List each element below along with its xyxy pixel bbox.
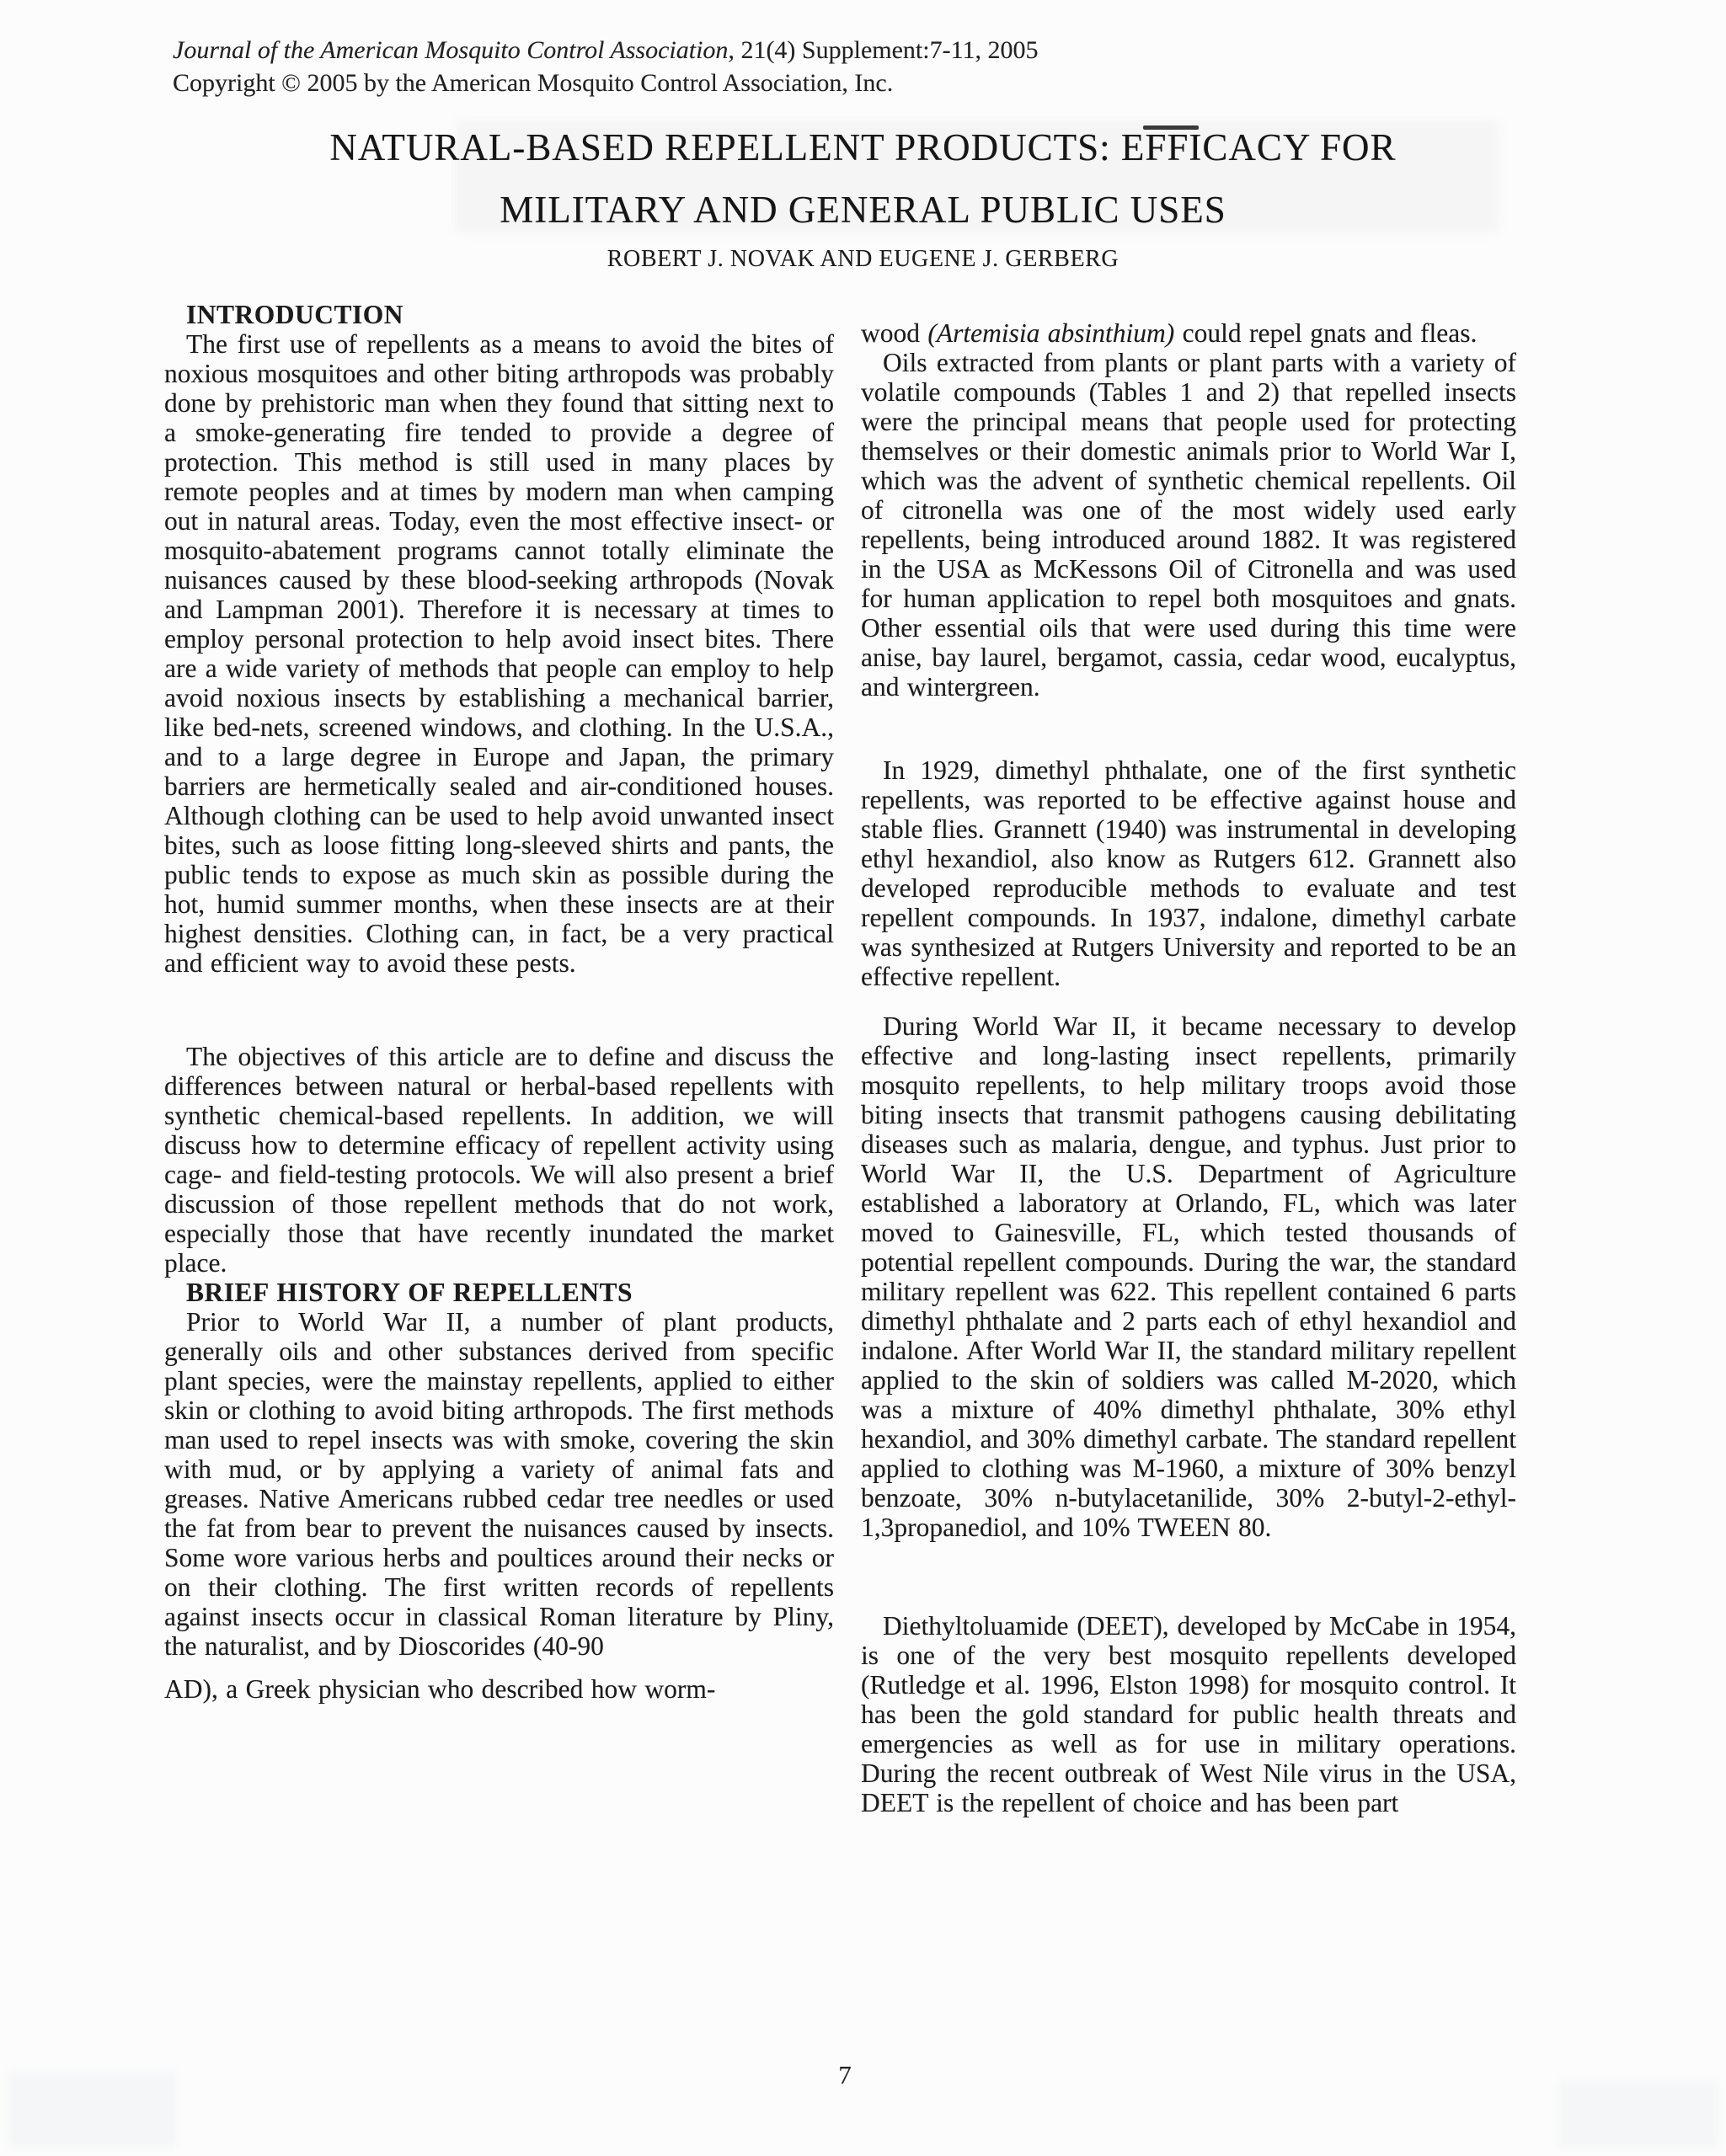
paragraph-wwii: During World War II, it became necessary to develop effective and long-lasting insect repellents, primarily mosquito repellents, to help military troops avoid those biting insects that transmit pathogens causing debilitating diseases such as malaria, dengue, and typhus. Just prior to World War II, the U.S. Department of Agriculture established a laboratory at Orlando, FL, which was later moved to Gainesville, FL, which tested thousands of potential repellent compounds. During the war, the standard military repellent was 622. This repellent contained 6 parts dimethyl phthalate and 2 parts each of ethyl hexandiol and indalone. After World War II, the standard military repellent applied to the skin of soldiers was called M-2020, which was a mixture of 40% dimethyl phthalate, 30% ethyl hexandiol, and 30% dimethyl carbate. The standard repellent applied to clothing was M-1960, a mixture of 30% benzyl benzoate, 30% n-butylacetanilide, 30% 2-butyl-2-ethyl-1,3propanediol, and 10% TWEEN 80.	[861, 1011, 1516, 1542]
paragraph-intro-1: The first use of repellents as a means to avoid the bites of noxious mosquitoes and other biting arthropods was probably done by prehistoric man when they found that sitting next to a smoke-generating fire tended to provide a degree of protection. This method is still used in many places by remote peoples and at times by modern man when camping out in natural areas. Today, even the most effective insect- or mosquito-abatement programs cannot totally eliminate the nuisances caused by these blood-seeking arthropods (Novak and Lampman 2001). Therefore it is necessary at times to employ personal protection to help avoid insect bites. There are a wide variety of methods that people can employ to help avoid noxious insects by establishing a mechanical barrier, like bed-nets, screened windows, and clothing. In the U.S.A., and to a large degree in Europe and Japan, the primary barriers are hermetically sealed and air-conditioned houses. Although clothing can be used to help avoid unwanted insect bites, such as loose fitting long-sleeved shirts and pants, the public tends to expose as much skin as possible during the hot, humid summer months, when these insects are at their highest densities. Clothing can, in fact, be a very practical and efficient way to avoid these pests.	[164, 329, 834, 978]
journal-name: Journal of the American Mosquito Control Association,	[173, 36, 735, 64]
wormwood-rest: could repel gnats and fleas.	[1174, 318, 1478, 348]
paragraph-wormwood	[861, 318, 1516, 348]
paragraph-1929: In 1929, dimethyl phthalate, one of the first synthetic repellents, was reported to be effective against house and stable flies. Grannett (1940) was instrumental in developing ethyl hexandiol, also know as Rutgers 612. Grannett also developed reproducible methods to evaluate and test repellent compounds. In 1937, indalone, dimethyl carbate was synthesized at Rutgers University and reported to be an effective repellent.	[861, 755, 1516, 991]
paragraph-deet: Diethyltoluamide (DEET), developed by McCabe in 1954, is one of the very best mosquito repellents developed (Rutledge et al. 1996, Elston 1998) for mosquito control. It has been the gold standard for public health threats and emergencies as well as for use in military operations. During the recent outbreak of West Nile virus in the USA, DEET is the repellent of choice and has been part	[861, 1611, 1516, 1817]
article-title	[0, 116, 1726, 241]
paragraph-history-continuation: AD), a Greek physician who described how worm-	[164, 1674, 716, 1704]
paragraph-oils: Oils extracted from plants or plant parts with a variety of volatile compounds (Tables 1 and 2) that repelled insects were the principal means that people used for protecting themselves or their domestic animals prior to World War I, which was the advent of synthetic chemical repellents. Oil of citronella was one of the most widely used early repellents, being introduced around 1882. It was registered in the USA as McKessons Oil of Citronella and was used for human application to repel both mosquitoes and gnats. Other essential oils that were used during this time were anise, bay laurel, bergamot, cassia, cedar wood, eucalyptus, and wintergreen.	[861, 348, 1516, 702]
copyright-line: Copyright © 2005 by the American Mosquito Control Association, Inc.	[173, 69, 894, 97]
journal-citation-line	[173, 34, 1038, 67]
article-title-line2: MILITARY AND GENERAL PUBLIC USES	[500, 189, 1226, 231]
article-title-line1: NATURAL-BASED REPELLENT PRODUCTS: EFFICACY FOR	[329, 126, 1397, 168]
journal-issue-info: 21(4) Supplement:7-11, 2005	[734, 36, 1039, 64]
wormwood-prefix: wood	[861, 318, 928, 348]
section-heading-introduction: INTRODUCTION	[186, 300, 404, 329]
paragraph-objectives: The objectives of this article are to define and discuss the differences between natural or herbal-based repellents with synthetic chemical-based repellents. In addition, we will discuss how to determine efficacy of repellent activity using cage- and field-testing protocols. We will also present a brief discussion of those repellent methods that do not work, especially those that have recently inundated the market place.	[164, 1042, 834, 1278]
section-heading-brief-history: BRIEF HISTORY OF REPELLENTS	[186, 1278, 633, 1307]
article-authors: ROBERT J. NOVAK AND EUGENE J. GERBERG	[607, 246, 1119, 272]
right-column	[861, 318, 1516, 1817]
page-number: 7	[838, 2060, 852, 2089]
left-column	[164, 300, 834, 1704]
scan-corner-artifact	[1558, 2080, 1718, 2148]
journal-header	[173, 34, 1038, 99]
scan-corner-artifact	[8, 2072, 177, 2148]
paragraph-history-1: Prior to World War II, a number of plant products, generally oils and other substances derived from specific plant species, were the mainstay repellents, applied to either skin or clothing to avoid biting arthropods. The first methods man used to repel insects was with smoke, covering the skin with mud, or by applying a variety of animal fats and greases. Native Americans rubbed cedar tree needles or used the fat from bear to prevent the nuisances caused by insects. Some wore various herbs and poultices around their necks or on their clothing. The first written records of repellents against insects occur in classical Roman literature by Pliny, the naturalist, and by Dioscorides (40-90	[164, 1307, 834, 1661]
species-name-italic: (Artemisia absinthium)	[927, 318, 1175, 348]
